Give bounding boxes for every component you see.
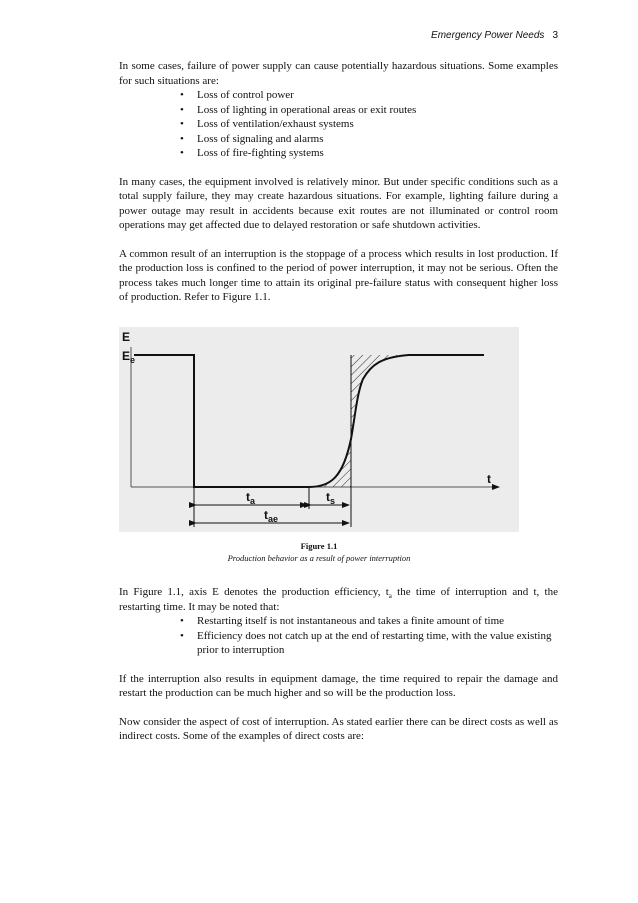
label-t: t bbox=[487, 472, 491, 486]
label-tae bbox=[264, 508, 278, 524]
list-item: • Efficiency does not catch up at the end of restarting time, with the value existing prior to interruption bbox=[197, 629, 558, 658]
list-item: • Loss of signaling and alarms bbox=[197, 132, 558, 147]
label-tae-sub: ae bbox=[268, 514, 279, 524]
label-ts-main: t bbox=[326, 490, 330, 504]
label-ee-sub: e bbox=[130, 355, 136, 365]
fig-expl-part1: In Figure 1.1, axis E denotes the production efficiency, t bbox=[119, 586, 389, 598]
label-ta bbox=[246, 490, 256, 506]
page-number: 3 bbox=[552, 30, 558, 41]
fig-expl-sub: a bbox=[388, 592, 392, 601]
label-ee-main: E bbox=[122, 349, 131, 363]
page-header bbox=[360, 30, 558, 41]
list-item: • Loss of control power bbox=[197, 88, 558, 103]
fig-expl-part2: the time of interruption and t, the restarting time. It may be noted that: bbox=[119, 586, 558, 613]
paragraph-production-loss: A common result of an interruption is the stoppage of a process which results in lost production. If the production loss is confined to the period of power interruption, it may not be serious. Often the process takes much longer time to attain its original pre-failure status with consequent higher loss of production. Refer to Figure 1.1. bbox=[119, 247, 558, 303]
label-ts-sub: s bbox=[330, 496, 336, 506]
figure-subtitle: Production behavior as a result of power interruption bbox=[227, 553, 411, 563]
label-ta-main: t bbox=[246, 490, 250, 504]
text-block-lower bbox=[119, 585, 558, 744]
header-title: Emergency Power Needs bbox=[431, 30, 545, 41]
paragraph-equipment: In many cases, the equipment involved is relatively minor. But under specific conditions such as a total supply failure, they may create hazardous situations. For example, lighting failure during a power outage may result in accidents because exit routes are not illuminated or control room operations may get affected due to delayed restoration or safe shutdown activities. bbox=[119, 175, 558, 231]
figure-caption bbox=[119, 540, 519, 564]
restart-notes-list bbox=[119, 614, 558, 658]
label-ee bbox=[122, 349, 135, 365]
text-block-upper bbox=[119, 59, 558, 305]
label-ts bbox=[326, 490, 335, 506]
label-tae-main: t bbox=[264, 508, 268, 522]
interruption-step-curve bbox=[134, 355, 309, 487]
label-ta-sub: a bbox=[250, 496, 256, 506]
figure-production-behavior bbox=[119, 327, 519, 532]
actual-recovery-curve bbox=[309, 355, 484, 487]
paragraph-cost-intro: Now consider the aspect of cost of interruption. As stated earlier there can be direct costs as well as indirect costs. Some of the examples of direct costs are: bbox=[119, 715, 558, 742]
paragraph-equipment-damage: If the interruption also results in equipment damage, the time required to repair the damage and restart the production can be much higher and so will be the production loss. bbox=[119, 672, 558, 699]
label-e: E bbox=[122, 330, 131, 344]
list-item: • Restarting itself is not instantaneous and takes a finite amount of time bbox=[197, 614, 558, 629]
paragraph-figure-explanation bbox=[119, 585, 558, 614]
hazard-list bbox=[119, 88, 558, 161]
list-item: • Loss of ventilation/exhaust systems bbox=[197, 117, 558, 132]
list-item: • Loss of lighting in operational areas or exit routes bbox=[197, 103, 558, 118]
list-item: • Loss of fire-fighting systems bbox=[197, 146, 558, 161]
hatched-area-recovery bbox=[351, 355, 409, 439]
production-diagram bbox=[119, 327, 519, 532]
figure-title: Figure 1.1 bbox=[300, 541, 338, 551]
paragraph-hazard-intro: In some cases, failure of power supply can cause potentially hazardous situations. Some examples for such situations are: bbox=[119, 60, 558, 87]
